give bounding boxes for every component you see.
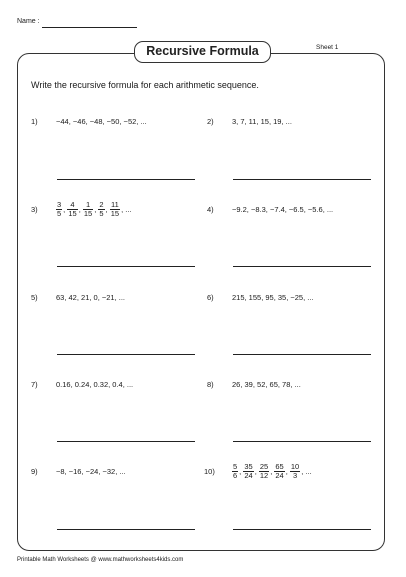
- instructions: Write the recursive formula for each arithmetic sequence.: [31, 80, 259, 90]
- problem-sequence: 215, 155, 95, 35, −25, ...: [232, 293, 314, 302]
- fraction-separator: ,: [63, 205, 68, 214]
- fraction-numerator: 35: [244, 462, 253, 471]
- fraction-denominator: 5: [57, 209, 62, 218]
- fraction-numerator: 10: [290, 462, 300, 471]
- fraction-numerator: 5: [233, 462, 238, 471]
- fraction: [56, 201, 62, 218]
- problem-sequence: 63, 42, 21, 0, −21, ...: [56, 293, 126, 302]
- name-label: Name :: [17, 18, 40, 25]
- fraction-numerator: 3: [57, 200, 62, 209]
- fraction: [259, 463, 269, 480]
- fraction-denominator: 12: [259, 471, 269, 480]
- answer-line-2: [233, 179, 371, 180]
- problem-sequence: 26, 39, 52, 65, 78, ...: [232, 380, 301, 389]
- answer-line-4: [233, 266, 371, 267]
- answer-line-5: [57, 354, 195, 355]
- fraction-separator: ,: [94, 205, 99, 214]
- problem-number: 9): [31, 467, 38, 476]
- fraction-numerator: 1: [83, 201, 93, 210]
- worksheet-frame: [17, 53, 385, 551]
- answer-line-9: [57, 529, 195, 530]
- fraction-separator: ,: [78, 205, 83, 214]
- fraction-denominator: 24: [275, 471, 284, 480]
- problem-sequence: 3, 7, 11, 15, 19, ...: [232, 117, 292, 126]
- fraction-separator: ,: [239, 467, 244, 476]
- fraction-separator: ,: [105, 205, 110, 214]
- answer-line-6: [233, 354, 371, 355]
- fraction-separator: ,: [270, 467, 275, 476]
- name-line: [42, 27, 137, 28]
- footer-credit: Printable Math Worksheets @ www.mathworksheets4kids.com: [17, 557, 184, 563]
- fraction-denominator: 3: [292, 471, 298, 480]
- problem-number: 3): [31, 205, 38, 214]
- answer-line-1: [57, 179, 195, 180]
- fraction-separator: ,: [254, 467, 259, 476]
- sequence-ellipsis: , ...: [301, 467, 312, 476]
- fraction-denominator: 15: [110, 209, 120, 218]
- fraction-denominator: 6: [233, 471, 238, 480]
- problem-number: 4): [207, 205, 214, 214]
- problem-sequence: −9.2, −8.3, −7.4, −6.5, −5.6, ...: [232, 205, 334, 214]
- fraction-numerator: 11: [110, 200, 119, 209]
- answer-line-7: [57, 441, 195, 442]
- fraction: [67, 201, 77, 218]
- fraction: [110, 201, 120, 218]
- fraction-denominator: 5: [99, 209, 104, 218]
- problem-number: 2): [207, 117, 214, 126]
- fraction-denominator: 15: [68, 209, 77, 218]
- fraction-numerator: 4: [67, 201, 77, 210]
- problem-number: 6): [207, 293, 214, 302]
- fraction-separator: ,: [285, 467, 290, 476]
- problem-number: 1): [31, 117, 38, 126]
- fraction-numerator: 65: [275, 462, 284, 471]
- answer-line-8: [233, 441, 371, 442]
- problem-number: 7): [31, 380, 38, 389]
- fraction: [83, 201, 93, 218]
- answer-line-3: [57, 266, 195, 267]
- fraction: [290, 463, 300, 480]
- fraction: [274, 463, 284, 480]
- fraction-numerator: 2: [99, 200, 104, 209]
- problem-sequence: −44, −46, −48, −50, −52, ...: [56, 117, 147, 126]
- fraction-sequence: [232, 463, 312, 480]
- problem-number: 5): [31, 293, 38, 302]
- fraction-denominator: 24: [244, 471, 253, 480]
- problem-sequence: −8, −16, −24, −32, ...: [56, 467, 126, 476]
- fraction: [243, 463, 253, 480]
- sheet-label: Sheet 1: [316, 44, 339, 51]
- problem-number: 8): [207, 380, 214, 389]
- fraction: [232, 463, 238, 480]
- fraction-sequence: [56, 201, 131, 218]
- fraction-numerator: 25: [259, 462, 269, 471]
- sequence-ellipsis: , ...: [121, 205, 132, 214]
- fraction: [98, 201, 104, 218]
- fraction-denominator: 15: [83, 209, 93, 218]
- problem-sequence: 0.16, 0.24, 0.32, 0.4, ...: [56, 380, 134, 389]
- problem-number: 10): [204, 467, 215, 476]
- worksheet-title: Recursive Formula: [134, 41, 271, 63]
- answer-line-10: [233, 529, 371, 530]
